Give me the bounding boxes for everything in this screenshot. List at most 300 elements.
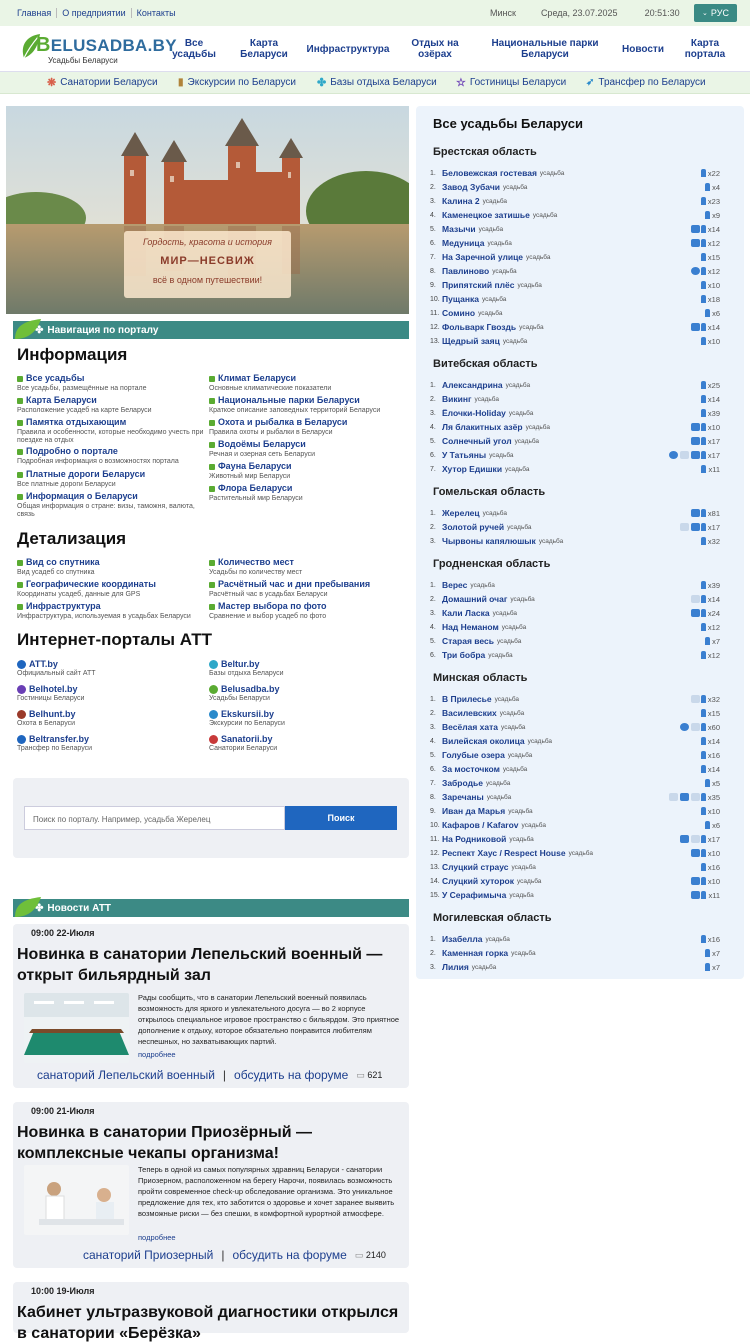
nav-item[interactable] (17, 417, 212, 445)
capacity: x24 (701, 609, 720, 618)
search-button[interactable]: Поиск (285, 806, 397, 830)
usadba-type: усадьба (539, 169, 565, 177)
usadba-row[interactable] (430, 278, 730, 292)
usadba-type: усадьба (511, 949, 536, 957)
news-image[interactable] (24, 1165, 129, 1235)
usadby-list (430, 578, 730, 662)
amenity-icon (669, 793, 678, 801)
site-logo[interactable] (20, 32, 177, 68)
square-bullet-icon (17, 472, 23, 478)
square-bullet-icon (209, 442, 215, 448)
usadba-name-link[interactable]: Верес (442, 580, 468, 590)
usadba-row[interactable] (430, 960, 730, 974)
person-icon (701, 793, 706, 801)
usadba-row[interactable] (430, 306, 730, 320)
usadba-type: усадьба (482, 509, 507, 517)
nav-item-title[interactable]: Все усадьбы (17, 373, 212, 384)
nav-item[interactable] (209, 417, 404, 437)
usadba-row[interactable] (430, 434, 730, 448)
usadba-name-link[interactable]: Сомино (442, 308, 476, 318)
usadba-row[interactable] (430, 790, 730, 804)
portal-title[interactable]: Sanatorii.by (209, 734, 399, 744)
nav-item-desc: Все платные дороги Беларуси (17, 481, 116, 488)
portal-link[interactable] (209, 659, 399, 677)
capacity: x17 (701, 437, 720, 446)
top-meta (490, 8, 680, 18)
row-number: 15. (430, 891, 440, 899)
usadba-row[interactable] (430, 592, 730, 606)
portal-link[interactable] (17, 684, 207, 702)
nav-map[interactable]: Карта Беларуси (240, 38, 288, 60)
nav-item-title[interactable]: Подробно о портале (17, 446, 212, 457)
news-title-link[interactable]: Кабинет ультразвуковой диагностики открылся в санатории «Берёзка» (17, 1304, 399, 1342)
nav-item-title[interactable]: Инфраструктура (17, 601, 212, 612)
usadba-row[interactable] (430, 860, 730, 874)
usadba-row[interactable] (430, 448, 730, 462)
amenity-icons (691, 891, 700, 899)
nav-item-title[interactable]: Количество мест (209, 557, 404, 568)
usadba-name-link[interactable]: Жерелец (442, 508, 480, 518)
square-bullet-icon (17, 398, 23, 404)
nav-item-title[interactable]: Географические координаты (17, 579, 212, 590)
hero-banner[interactable] (6, 106, 409, 314)
usadba-name-link[interactable]: Иван да Марья (442, 806, 506, 816)
person-icon (701, 751, 706, 759)
nav-item[interactable] (209, 557, 404, 577)
usadba-row[interactable] (430, 634, 730, 648)
nav-item-title[interactable]: Национальные парки Беларуси (209, 395, 404, 406)
usadba-name-link[interactable]: За мосточком (442, 764, 500, 774)
read-more-link[interactable]: подробнее (138, 1233, 176, 1242)
search-input[interactable]: Поиск по порталу. Например, усадьба Жерелец (24, 806, 285, 830)
nav-all-usadby[interactable]: Все усадьбы (172, 38, 216, 60)
usadba-name-link[interactable]: Весёлая хата (442, 722, 499, 732)
capacity: x35 (701, 793, 720, 802)
person-icon (701, 409, 706, 417)
usadba-name-link[interactable]: Солнечный угол (442, 436, 512, 446)
capacity: x16 (701, 863, 720, 872)
row-number: 3. (430, 609, 436, 617)
news-title-link[interactable]: Новинка в санатории Приозёрный — комплексные чекапы организма! (17, 1124, 313, 1162)
usadba-row[interactable] (430, 378, 730, 392)
amenity-icons (680, 523, 700, 531)
usadba-row[interactable] (430, 534, 730, 548)
nav-lakes[interactable]: Отдых на озёрах (411, 38, 459, 60)
usadba-name-link[interactable]: Изабелла (442, 934, 483, 944)
person-icon (701, 891, 706, 899)
row-number: 3. (430, 723, 436, 731)
usadba-row[interactable] (430, 250, 730, 264)
amenity-icon (691, 695, 700, 703)
usadba-name-link[interactable]: Старая весь (442, 636, 494, 646)
amenity-icon (691, 793, 700, 801)
usadba-name-link[interactable]: Каменецкое затишье (442, 210, 530, 220)
nav-item-desc: Речная и озерная сеть Беларуси (209, 451, 316, 458)
usadba-type: усадьба (517, 281, 542, 289)
nav-item-title[interactable]: Фауна Беларуси (209, 461, 404, 472)
portal-link[interactable] (209, 684, 399, 702)
person-icon (705, 821, 710, 829)
news-image[interactable] (24, 993, 129, 1063)
capacity: x25 (701, 381, 720, 390)
row-number: 6. (430, 451, 436, 459)
person-icon (701, 737, 706, 745)
nav-item[interactable] (17, 469, 212, 489)
usadba-name-link[interactable]: Слуцкий страус (442, 862, 509, 872)
usadba-type: усадьба (489, 451, 514, 459)
amenity-icons (691, 509, 700, 517)
usadba-row[interactable] (430, 406, 730, 420)
portal-link[interactable] (17, 659, 207, 677)
nav-item[interactable] (17, 373, 212, 393)
usadba-type: усадьба (527, 737, 553, 745)
usadba-name-link[interactable]: Лилия (442, 962, 469, 972)
usadba-row[interactable] (430, 166, 730, 180)
portal-title[interactable]: Beltransfer.by (17, 734, 207, 744)
square-bullet-icon (209, 376, 215, 382)
person-icon (701, 253, 706, 261)
nav-item-title[interactable]: Вид со спутника (17, 557, 212, 568)
row-number: 8. (430, 267, 436, 275)
usadba-name-link[interactable]: У Серафимыча (442, 890, 507, 900)
usadba-row[interactable] (430, 620, 730, 634)
portal-title[interactable]: Ekskursii.by (209, 709, 399, 719)
region-heading: Брестская область (433, 146, 537, 158)
usadba-name-link[interactable]: Хутор Едишки (442, 464, 503, 474)
capacity: x14 (701, 595, 720, 604)
hero-line-2: МИР—НЕСВИЖ (160, 255, 255, 267)
portal-title[interactable]: Belhotel.by (17, 684, 207, 694)
nav-item-desc: Правила и особенности, которые необходимо учесть при поездке на отдых (17, 429, 204, 444)
nav-item[interactable] (209, 395, 404, 415)
usadba-row[interactable] (430, 648, 730, 662)
nav-item-desc: Подробная информация о возможностях портала (17, 458, 179, 465)
usadba-row[interactable] (430, 392, 730, 406)
parking-icon (691, 267, 700, 275)
usadba-row[interactable] (430, 692, 730, 706)
nav-item-title[interactable]: Информация о Беларуси (17, 491, 212, 502)
usadba-name-link[interactable]: Мазычи (442, 224, 476, 234)
usadba-type: усадьба (482, 197, 508, 205)
bed-icon (691, 849, 700, 857)
usadba-row[interactable] (430, 888, 730, 902)
usadba-name-link[interactable]: Фольварк Гвоздь (442, 322, 517, 332)
amenity-icons (669, 451, 700, 459)
usadba-type: усадьба (505, 465, 530, 473)
read-more-link[interactable]: подробнее (138, 1050, 176, 1059)
top-link-about[interactable]: О предприятии (56, 8, 130, 18)
usadba-type: усадьба (487, 239, 512, 247)
usadba-name-link[interactable]: В Прилесье (442, 694, 492, 704)
usadba-name-link[interactable]: Беловежская гостевая (442, 168, 537, 178)
nav-item-desc: Инфраструктура, используемая в усадьбах Беларуси (17, 613, 191, 620)
usadba-type: усадьба (509, 835, 534, 843)
portal-link[interactable] (209, 734, 399, 752)
person-icon (701, 595, 706, 603)
capacity: x12 (701, 623, 720, 632)
usadba-name-link[interactable]: Заречаны (442, 792, 484, 802)
nav-item-title[interactable]: Мастер выбора по фото (209, 601, 404, 612)
usadba-name-link[interactable]: Респект Хаус / Respect House (442, 848, 566, 858)
usadba-name-link[interactable]: Золотой ручей (442, 522, 505, 532)
usadba-name-link[interactable]: Припятский плёс (442, 280, 515, 290)
subnav-hotels[interactable]: ☆ Гостиницы Беларуси (456, 77, 567, 89)
news-title-link[interactable]: Новинка в санатории Лепельский военный — открыт бильярдный зал (17, 946, 383, 984)
capacity: x12 (701, 239, 720, 248)
usadba-row[interactable] (430, 748, 730, 762)
nav-item[interactable] (17, 395, 212, 415)
person-icon (701, 509, 706, 517)
usadba-type: усадьба (501, 723, 526, 731)
subnav-sanatorii[interactable]: ❋ Санатории Беларуси (47, 77, 158, 89)
person-icon (701, 337, 706, 345)
row-number: 14. (430, 877, 440, 885)
nav-item-desc: Растительный мир Беларуси (209, 495, 303, 502)
usadba-name-link[interactable]: Каменная горка (442, 948, 509, 958)
sub-nav (0, 72, 750, 94)
capacity: x10 (701, 849, 720, 858)
usadba-type: усадьба (471, 963, 497, 971)
capacity: x39 (701, 409, 720, 418)
capacity: x14 (701, 737, 720, 746)
usadba-name-link[interactable]: На Заречной улице (442, 252, 524, 262)
usadba-row[interactable] (430, 946, 730, 960)
portal-title[interactable]: Belusadba.by (209, 684, 399, 694)
nav-item-title[interactable]: Карта Беларуси (17, 395, 212, 406)
usadba-row[interactable] (430, 520, 730, 534)
usadba-row[interactable] (430, 180, 730, 194)
news-item (13, 1282, 409, 1342)
usadba-type: усадьба (508, 807, 533, 815)
usadba-row[interactable] (430, 420, 730, 434)
usadba-type: усадьба (501, 623, 527, 631)
person-icon (701, 295, 706, 303)
comment-count: ▭ 621 (356, 1069, 383, 1080)
news-datetime: 09:00 22-Июля (31, 928, 95, 938)
usadba-type: усадьба (526, 253, 551, 261)
usadba-name-link[interactable]: Александрина (442, 380, 503, 390)
capacity: x18 (701, 295, 720, 304)
usadba-name-link[interactable]: Кали Ласка (442, 608, 490, 618)
capacity: x32 (701, 537, 720, 546)
usadba-row[interactable] (430, 292, 730, 306)
usadba-name-link[interactable]: Над Неманом (442, 622, 499, 632)
capacity: x39 (701, 581, 720, 590)
section-marker-icon: ✤ (35, 324, 44, 336)
nav-item-desc: Все усадьбы, размещённые на портале (17, 385, 147, 392)
usadba-name-link[interactable]: Ля блакитных азёр (442, 422, 523, 432)
chevron-down-icon: ⌄ (702, 10, 708, 17)
usadba-name-link[interactable]: Чырвоны капялюшык (442, 536, 536, 546)
capacity: x10 (701, 807, 720, 816)
nav-item[interactable] (209, 579, 404, 599)
top-link-contacts[interactable]: Контакты (131, 8, 181, 18)
portal-title[interactable]: Beltur.by (209, 659, 399, 669)
usadba-row[interactable] (430, 832, 730, 846)
usadba-row[interactable] (430, 606, 730, 620)
news-tag-link[interactable]: санаторий Лепельский военный (37, 1068, 215, 1082)
nav-item-title[interactable]: Водоёмы Беларуси (209, 439, 404, 450)
nav-item-title[interactable]: Памятка отдыхающим (17, 417, 212, 428)
usadba-row[interactable] (430, 720, 730, 734)
usadba-name-link[interactable]: Завод Зубачи (442, 182, 500, 192)
nav-item[interactable] (209, 601, 404, 621)
row-number: 2. (430, 949, 436, 957)
usadba-row[interactable] (430, 194, 730, 208)
usadba-row[interactable] (430, 222, 730, 236)
news-footer (83, 1248, 386, 1262)
capacity: x32 (701, 695, 720, 704)
row-number: 11. (430, 309, 440, 317)
capacity: x15 (701, 253, 720, 262)
nav-item[interactable] (17, 491, 212, 519)
forum-link[interactable]: обсудить на форуме (232, 1248, 347, 1262)
usadba-row[interactable] (430, 734, 730, 748)
person-icon (701, 239, 706, 247)
amenity-icon (680, 523, 689, 531)
nav-item-title[interactable]: Охота и рыбалка в Беларуси (209, 417, 404, 428)
subnav-excursions[interactable]: ▮ Экскурсии по Беларуси (178, 77, 296, 88)
usadba-row[interactable] (430, 334, 730, 348)
person-icon (701, 197, 706, 205)
amenity-icons (691, 423, 700, 431)
portal-title[interactable]: ATT.by (17, 659, 207, 669)
capacity: x10 (701, 877, 720, 886)
amenity-icons (691, 437, 700, 445)
news-tag-link[interactable]: санаторий Приозерный (83, 1248, 214, 1262)
nav-item[interactable] (209, 373, 404, 393)
subnav-bases[interactable]: ✤ Базы отдыха Беларуси (317, 77, 437, 89)
row-number: 3. (430, 409, 436, 417)
nav-item-title[interactable]: Платные дороги Беларуси (17, 469, 212, 480)
usadba-type: усадьба (492, 267, 517, 275)
row-number: 5. (430, 225, 436, 233)
nav-item[interactable] (209, 439, 404, 459)
comment-icon: ▭ (356, 1069, 365, 1080)
portal-link[interactable] (17, 709, 207, 727)
usadba-row[interactable] (430, 932, 730, 946)
capacity: x17 (701, 451, 720, 460)
capacity: x6 (705, 309, 720, 318)
usadba-type: усадьба (502, 183, 528, 191)
usadba-type: усадьба (507, 751, 533, 759)
nav-item-desc: Расположение усадеб на карте Беларуси (17, 407, 152, 414)
bed-icon (691, 509, 700, 517)
usadba-name-link[interactable]: Домашний очаг (442, 594, 508, 604)
row-number: 11. (430, 835, 440, 843)
usadba-name-link[interactable]: Вилейская околица (442, 736, 525, 746)
nav-item-desc: Животный мир Беларуси (209, 473, 291, 480)
portal-desc: Экскурсии по Беларуси (209, 720, 285, 727)
nav-item[interactable] (209, 461, 404, 481)
usadba-type: усадьба (478, 309, 503, 317)
usadba-name-link[interactable]: Слуцкий хуторок (442, 876, 514, 886)
nav-item[interactable] (17, 579, 212, 599)
forum-link[interactable]: обсудить на форуме (234, 1068, 349, 1082)
usadba-name-link[interactable]: Голубые озера (442, 750, 505, 760)
subnav-transfer[interactable]: ➶ Трансфер по Беларуси (586, 77, 706, 88)
nav-item-title[interactable]: Флора Беларуси (209, 483, 404, 494)
nav-item[interactable] (17, 557, 212, 577)
nav-parks[interactable]: Национальные парки Беларуси (491, 38, 599, 60)
usadba-row[interactable] (430, 762, 730, 776)
portal-link[interactable] (209, 709, 399, 727)
row-number: 5. (430, 437, 436, 445)
usadba-name-link[interactable]: Три бобра (442, 650, 486, 660)
capacity: x14 (701, 395, 720, 404)
usadba-row[interactable] (430, 874, 730, 888)
portal-link[interactable] (17, 734, 207, 752)
news-footer (37, 1068, 382, 1082)
usadba-name-link[interactable]: Калина 2 (442, 196, 480, 206)
person-icon (701, 835, 706, 843)
usadba-name-link[interactable]: Кафаров / Kafarov (442, 820, 519, 830)
capacity: x12 (701, 267, 720, 276)
usadba-row[interactable] (430, 818, 730, 832)
portal-title[interactable]: Belhunt.by (17, 709, 207, 719)
nav-portal-map[interactable]: Карта портала (684, 38, 726, 60)
person-icon (701, 323, 706, 331)
portal-desc: Санатории Беларуси (209, 745, 278, 752)
usadba-row[interactable] (430, 804, 730, 818)
usadba-name-link[interactable]: Пущанка (442, 294, 479, 304)
capacity: x17 (701, 523, 720, 532)
logo-subtitle: Усадьбы Беларуси (48, 56, 118, 65)
usadba-row[interactable] (430, 776, 730, 790)
bed-icon (680, 793, 689, 801)
usadba-name-link[interactable]: Ёлочки-Holiday (442, 408, 506, 418)
usadba-name-link[interactable]: На Родниковой (442, 834, 507, 844)
nav-item[interactable] (17, 446, 212, 466)
nav-item-title[interactable]: Расчётный час и дни пребывания (209, 579, 404, 590)
usadba-name-link[interactable]: Василевских (442, 708, 497, 718)
usadba-row[interactable] (430, 462, 730, 476)
usadba-row[interactable] (430, 320, 730, 334)
row-number: 3. (430, 197, 436, 205)
square-bullet-icon (17, 420, 23, 426)
comment-icon: ▭ (354, 1249, 364, 1260)
language-select[interactable] (694, 4, 737, 22)
nav-item[interactable] (17, 601, 212, 621)
bed-icon (691, 323, 700, 331)
person-icon (701, 437, 706, 445)
usadba-row[interactable] (430, 846, 730, 860)
usadba-row[interactable] (430, 208, 730, 222)
capacity: x5 (705, 779, 720, 788)
nav-item-title[interactable]: Климат Беларуси (209, 373, 404, 384)
nav-news[interactable]: Новости (622, 44, 664, 55)
nav-item[interactable] (209, 483, 404, 503)
row-number: 1. (430, 935, 436, 943)
usadba-name-link[interactable]: Щедрый заяц (442, 336, 500, 346)
square-bullet-icon (209, 582, 215, 588)
row-number: 2. (430, 709, 436, 717)
usadba-row[interactable] (430, 264, 730, 278)
usadba-row[interactable] (430, 506, 730, 520)
usadba-row[interactable] (430, 578, 730, 592)
detail-heading: Детализация (17, 529, 127, 548)
nav-infrastructure[interactable]: Инфраструктура (306, 44, 390, 55)
usadba-name-link[interactable]: Медуница (442, 238, 485, 248)
usadba-name-link[interactable]: Викинг (442, 394, 472, 404)
usadba-name-link[interactable]: У Татьяны (442, 450, 487, 460)
usadba-name-link[interactable]: Забродье (442, 778, 483, 788)
top-link-home[interactable]: Главная (17, 8, 52, 18)
clover-icon: ✤ (317, 77, 327, 89)
usadba-name-link[interactable]: Павлиново (442, 266, 490, 276)
usadba-row[interactable] (430, 706, 730, 720)
usadba-row[interactable] (430, 236, 730, 250)
